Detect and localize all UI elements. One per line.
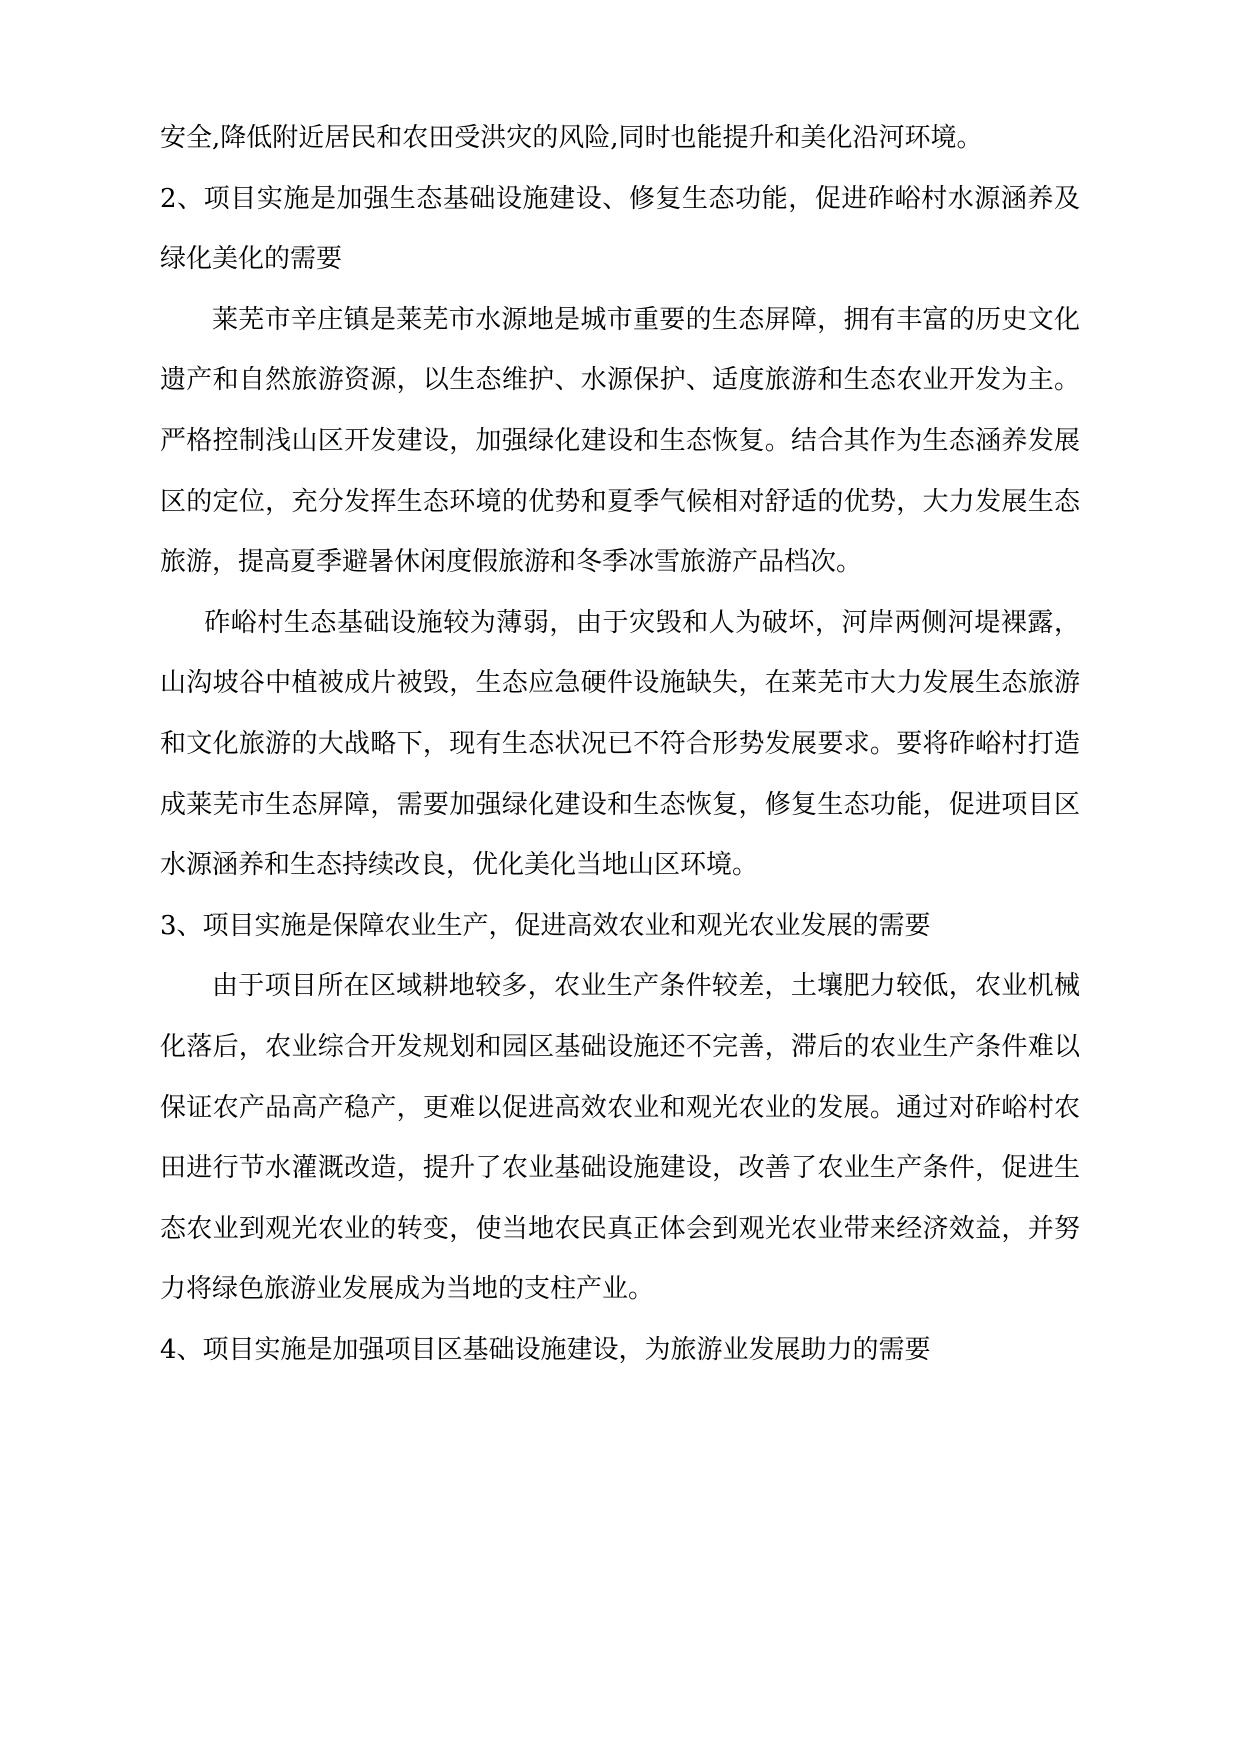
document-body: [160, 108, 1080, 1380]
paragraph-continuation: 安全,降低附近居民和农田受洪灾的风险,同时也能提升和美化沿河环境。: [160, 123, 983, 153]
body-paragraph: 由于项目所在区域耕地较多，农业生产条件较差，土壤肥力较低，农业机械化落后，农业综合开发规划和园区基础设施还不完善，滞后的农业生产条件难以保证农产品高产稳产，更难以促进高效农业和观光农业的发展。通过对砟峪村农田进行节水灌溉改造，提升了农业基础设施建设，改善了农业生产条件，促进生态农业到观光农业的转变，使当地农民真正体会到观光农业带来经济效益，并努力将绿色旅游业发展成为当地的支柱产业。: [160, 971, 1080, 1305]
body-paragraph: 砟峪村生态基础设施较为薄弱，由于灾毁和人为破坏，河岸两侧河堤裸露，山沟坡谷中植被成片被毁，生态应急硬件设施缺失，在莱芜市大力发展生态旅游和文化旅游的大战略下，现有生态状况已不符合形势发展要求。要将砟峪村打造成莱芜市生态屏障，需要加强绿化建设和生态恢复，修复生态功能，促进项目区水源涵养和生态持续改良，优化美化当地山区环境。: [160, 607, 1080, 881]
section-heading-3: 3、项目实施是保障农业生产，促进高效农业和观光农业发展的需要: [160, 910, 931, 941]
section-heading-2: 2、项目实施是加强生态基础设施建设、修复生态功能，促进砟峪村水源涵养及绿化美化的需要: [160, 183, 1080, 275]
section-heading-4: 4、项目实施是加强项目区基础设施建设，为旅游业发展助力的需要: [160, 1334, 931, 1365]
body-paragraph: 莱芜市辛庄镇是莱芜市水源地是城市重要的生态屏障，拥有丰富的历史文化遗产和自然旅游资源，以生态维护、水源保护、适度旅游和生态农业开发为主。严格控制浅山区开发建设，加强绿化建设和生态恢复。结合其作为生态涵养发展区的定位，充分发挥生态环境的优势和夏季气候相对舒适的优势，大力发展生态旅游，提高夏季避暑休闲度假旅游和冬季冰雪旅游产品档次。: [160, 304, 1080, 578]
